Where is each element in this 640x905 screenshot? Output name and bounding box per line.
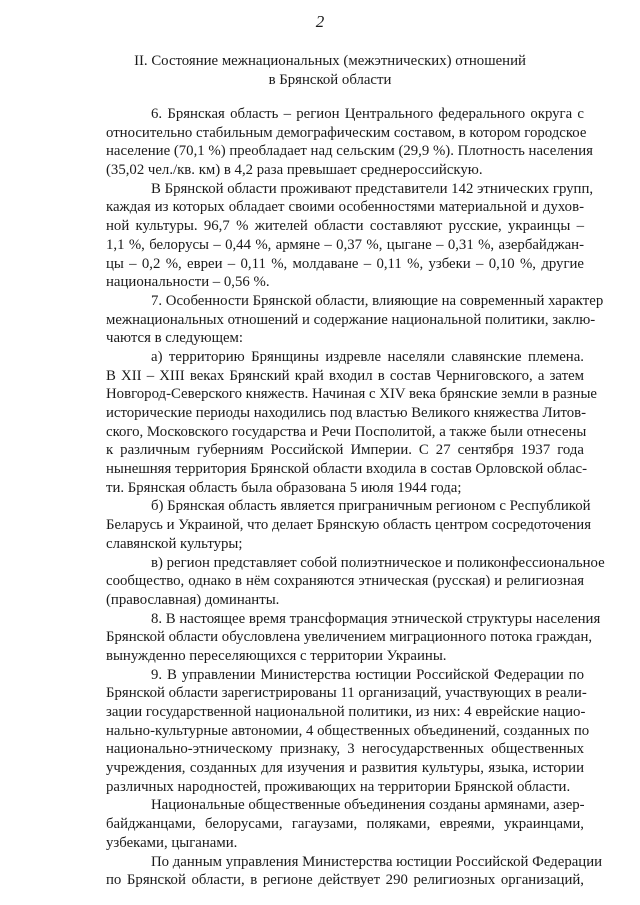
text-line: байджанцами, белорусами, гагаузами, поляками, евреями, украинцами, [106, 816, 584, 833]
paragraph [106, 497, 592, 553]
text-line: (35,02 чел./кв. км) в 4,2 раза превышает среднероссийскую. [106, 162, 483, 179]
text-line: б) Брянская область является приграничным регионом с Республикой [151, 498, 591, 515]
document-body [106, 105, 605, 890]
text-line: Национальные общественные объединения созданы армянами, азер- [151, 797, 585, 814]
text-line: вынужденно переселяющихся с территории Украины. [106, 647, 447, 664]
text-line: 1,1 %, белорусы – 0,44 %, армяне – 0,37 %, цыгане – 0,31 %, азербайджан- [106, 236, 584, 253]
page-number: 2 [315, 12, 325, 31]
text-line: ной культуры. 96,7 % жителей области составляют русские, украинцы – [106, 218, 584, 235]
text-line: В XII – XIII веках Брянский край входил в состав Черниговского, а затем [106, 367, 584, 384]
text-line: 7. Особенности Брянской области, влияющие на современный характер [151, 292, 604, 309]
section-title-line: в Брянской области [268, 72, 392, 88]
text-line: цы – 0,2 %, евреи – 0,11 %, молдаване – 0,11 %, узбеки – 0,10 %, другие [106, 255, 584, 272]
text-line: Беларусь и Украиной, что делает Брянскую область центром сосредоточения [106, 517, 592, 534]
paragraph [106, 796, 584, 852]
text-line: Брянской области обусловлена увеличением миграционного потока граждан, [106, 629, 593, 646]
text-line: национальности – 0,56 %. [106, 274, 270, 291]
text-line: славянской культуры; [106, 535, 243, 552]
text-line: чаются в следующем: [106, 330, 244, 347]
paragraph [106, 105, 593, 180]
text-line: национально-этническому признаку, 3 негосударственных общественных [106, 741, 584, 758]
text-line: каждая из которых обладает своими особенностями материальной и духов- [106, 199, 584, 216]
section-title [60, 52, 600, 90]
paragraph [106, 610, 601, 666]
text-line: учреждения, созданных для изучения и развития культуры, языка, истории [106, 760, 584, 777]
paragraph [106, 666, 590, 797]
text-line: различных народностей, проживающих на территории Брянской области. [106, 778, 571, 795]
text-line: исторические периоды находились под властью Великого княжества Литов- [106, 405, 587, 421]
paragraph [106, 348, 597, 498]
text-line: относительно стабильным демографическим составом, в котором городское [106, 124, 587, 141]
text-line: нально-культурные автономии, 4 общественных объединений, созданных по [106, 722, 590, 739]
text-line: ти. Брянская область была образована 5 июля 1944 года; [106, 479, 462, 496]
text-line: ского, Московского государства и Речи Посполитой, а также были отнесены [106, 423, 587, 440]
text-line: По данным управления Министерства юстиции Российской Федерации [151, 853, 603, 870]
text-line: 6. Брянская область – регион Центрального федерального округа с [151, 106, 584, 122]
paragraph [106, 292, 604, 348]
text-line: узбеками, цыганами. [106, 834, 238, 851]
text-line: Брянской области зарегистрированы 11 организаций, участвующих в реали- [106, 685, 587, 702]
text-line: по Брянской области, в регионе действует 290 религиозных организаций, [106, 872, 584, 889]
text-line: (православная) доминанты. [106, 591, 280, 608]
text-line: к различным губерниям Российской Империи. С 27 сентября 1937 года [106, 442, 584, 459]
text-line: межнациональных отношений и содержание национальной политики, заклю- [106, 311, 596, 328]
text-line: в) регион представляет собой полиэтническое и поликонфессиональное [151, 554, 605, 571]
text-line: зации государственной национальной политики, из них: 4 еврейские нацио- [106, 704, 586, 720]
text-line: Новгород-Северского княжеств. Начиная с XIV века брянские земли в разные [106, 386, 597, 403]
text-line: 8. В настоящее время трансформация этнической структуры населения [151, 610, 601, 627]
text-line: сообщество, однако в нём сохраняются этническая (русская) и религиозная [106, 573, 584, 590]
text-line: а) территорию Брянщины издревле населяли славянские племена. [151, 348, 584, 365]
text-line: нынешняя территория Брянской области входила в состав Орловской облас- [106, 461, 587, 478]
paragraph [106, 180, 594, 292]
paragraph [106, 554, 605, 610]
paragraph [106, 853, 603, 890]
section-title-line: II. Состояние межнациональных (межэтнических) отношений [134, 53, 526, 69]
text-line: население (70,1 %) преобладает над сельским (29,9 %). Плотность населения [106, 143, 593, 160]
text-line: В Брянской области проживают представители 142 этнических групп, [151, 180, 594, 197]
text-line: 9. В управлении Министерства юстиции Российской Федерации по [151, 666, 584, 683]
